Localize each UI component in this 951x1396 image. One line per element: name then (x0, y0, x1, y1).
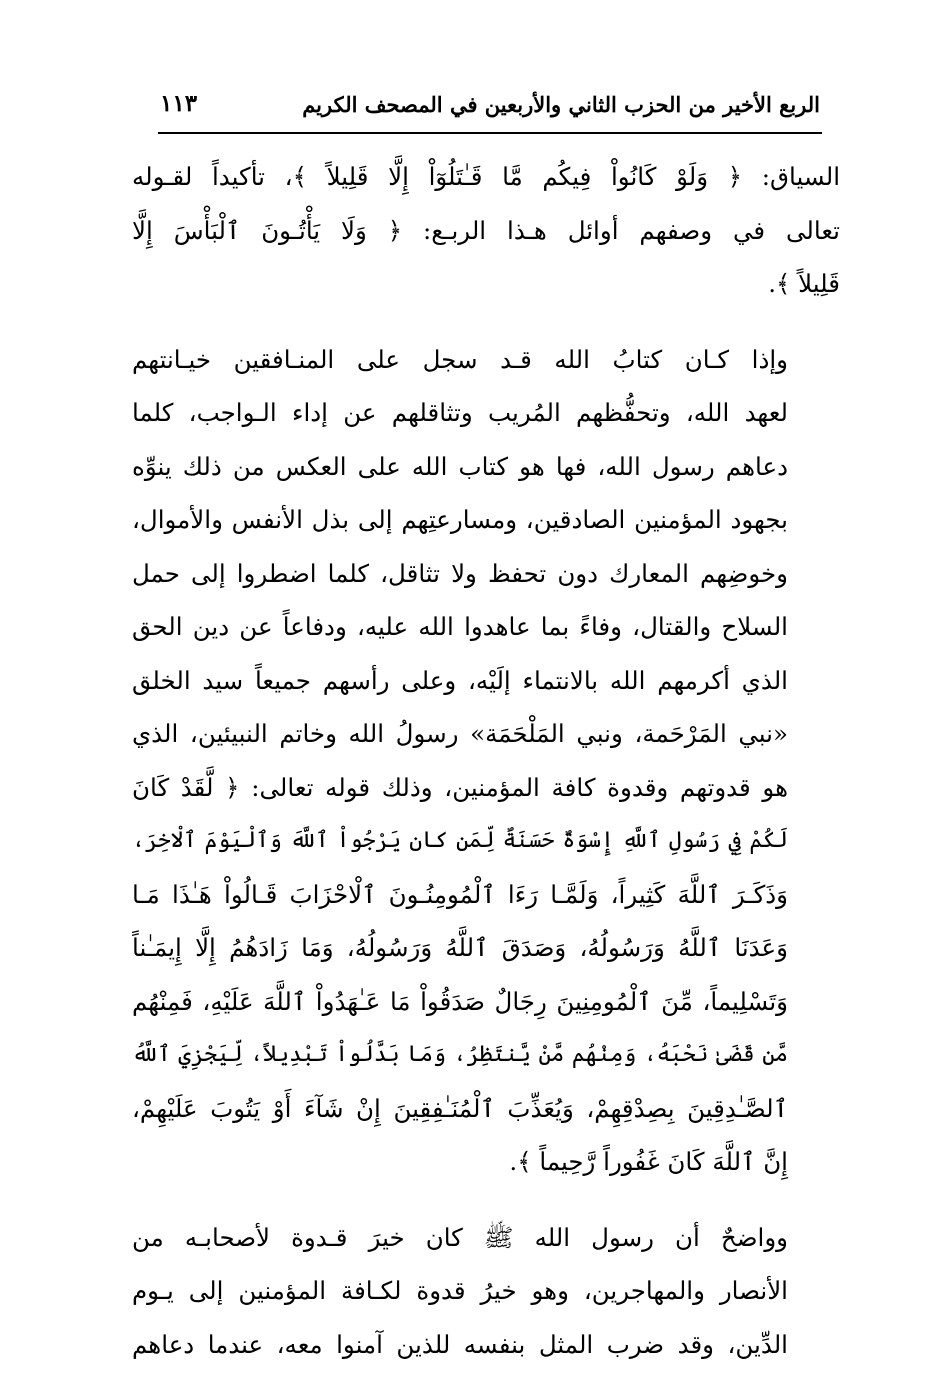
text-line: وَعَدَنَا ٱللَّهُ وَرَسُولُهُ، وَصَدَقَ ٱللَّهُ وَرَسُولُهُ، وَمَا زَادَهُمُ إِلَّا إِيمَـٰناً (132, 933, 788, 962)
text-line: الدِّين، وقد ضرب المثل بنفسه للذين آمنوا معه، عندما دعاهم (132, 1329, 788, 1359)
paragraph-2 (132, 333, 840, 1189)
body-text (132, 150, 840, 1371)
paragraph-1 (132, 150, 840, 311)
text-line: السلاح والقتال، وفاءً بما عاهدوا الله عليه، ودفاعاً عن دين الحق (132, 612, 788, 641)
text-line: الأنصار والمهاجرين، وهو خيرُ قدوة لكـافة المؤمنين إلى يـوم (132, 1276, 788, 1305)
text-line: وَتَسْلِيماً، مِّنَ ٱلْمُومِنِينَ رِجَالٌ صَدَقُواْ مَا عَـٰهَدُواْ ٱللَّهَ عَلَيْهِ، فَمِنْهُم (132, 986, 788, 1016)
text-line: وواضحٌ أن رسول الله ﷺ كان خيرَ قـدوة لأصحابـه من (132, 1222, 788, 1252)
text-line: لَكُمْ فِي رَسُولِ ٱللَّهِ إِسْوَةٌ حَسَنَةٌ لِّمَن كان يَرْجُواْ ٱللَّهَ وَٱلْيَوْمَ ٱلْاخِرَ، (132, 828, 788, 853)
text-line: إِنَّ ٱللَّهَ كَانَ غَفُوراً رَّحِيماً ﴾. (509, 1147, 788, 1176)
text-line: «نبي المَرْحَمة، ونبي المَلْحَمَة» رسولُ الله وخاتم النبيئين، الذي (132, 719, 788, 748)
text-line: وإذا كـان كتابُ الله قـد سجل على المنـافقين خيـانتهم (132, 344, 788, 374)
text-line: مَّن قَضَىٰ نَحْبَهُ، وَمِنْهُم مَّنْ يَّنتَظِرُ، وَمَا بَدَّلُواْ تَبْدِيلاً، لِّيَجْزِيَ ٱللَّهُ (132, 1042, 788, 1067)
text-line: السياق: ﴿ وَلَوْ كَانُواْ فِيكُم مَّا قَـٰتَلُوٓاْ إِلَّا قَلِيلاً ﴾، تأكيداً لقـوله (132, 162, 840, 191)
header-rule (158, 132, 822, 134)
page-number: ١١٣ (160, 90, 198, 117)
text-line: وَذَكَـرَ ٱللَّهَ كَثِيراً، وَلَمَّـا رَءَا ٱلْمُومِنُـونَ ٱلْاحْزَابَ قَـالُواْ هَـٰذَا مَـا (132, 879, 788, 909)
text-line: تعالى في وصفهم أوائل هـذا الربـع: ﴿ وَلَا يَأْتُـونَ ٱلْبَأْسَ إِلَّا (132, 215, 840, 245)
text-line: الذي أكرمهم الله بالانتماء إلَيْه، وعلى رأسهم جميعاً سيد الخلق (132, 665, 788, 695)
text-line: بجهود المؤمنين الصادقين، ومسارعتِهم إلى بذل الأنفس والأموال، (132, 505, 788, 534)
text-line: ٱلصَّـٰدِقِينَ بِصِدْقِهِمْ، وَيُعَذِّبَ ٱلْمُنَـٰفِقِينَ إِنْ شَآءَ أَوْ يَتُوبَ عَلَيْهِمْ، (132, 1093, 788, 1123)
text-line: قَلِيلاً ﴾. (768, 269, 840, 298)
running-header (160, 88, 820, 128)
header-title: الربع الأخير من الحزب الثاني والأربعين في المصحف الكريم (302, 92, 820, 117)
paragraph-3 (132, 1211, 840, 1372)
text-line: دعاهم رسول الله، فها هو كتاب الله على العكس من ذلك ينوِّه (132, 451, 788, 481)
text-line: لعهد الله، وتحفُّظهم المُريب وتثاقلهم عن إداء الـواجب، كلما (132, 398, 788, 427)
text-line: وخوضِهم المعارك دون تحفظ ولا تثاقل، كلما اضطروا إلى حمل (132, 558, 788, 588)
text-line: هو قدوتهم وقدوة كافة المؤمنين، وذلك قوله تعالى: ﴿ لَّقَدْ كَانَ (132, 772, 788, 802)
